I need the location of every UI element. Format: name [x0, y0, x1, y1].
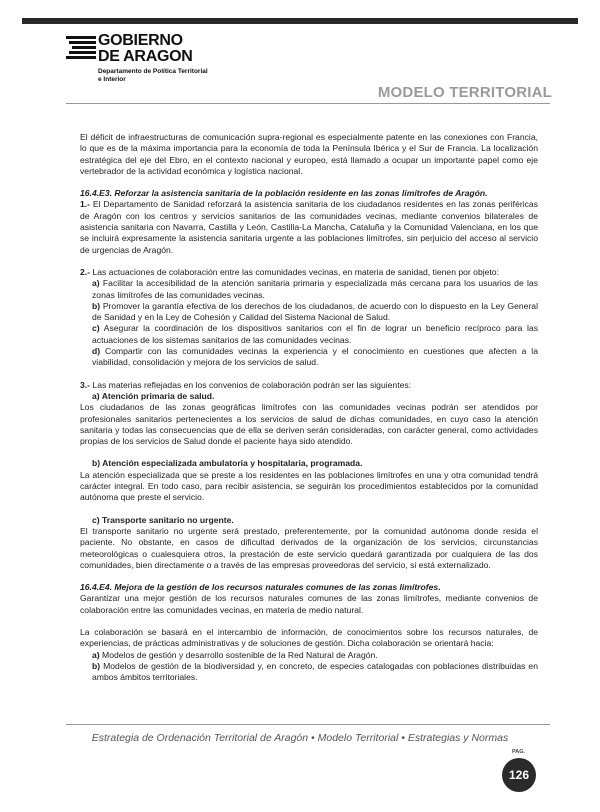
item-2: 2.- Las actuaciones de colaboración entre las comunidades vecinas, en materia de sanidad, tienen por objeto:	[80, 266, 499, 277]
page-label: PAG.	[512, 749, 526, 755]
item-2a: a) Facilitar la accesibilidad de la atención sanitaria primaria y especializada más cercana para los usuarios de las zonas limítrofes de las comunidades vecinas.	[92, 278, 538, 300]
item-3: 3.- Las materias reflejadas en los convenios de colaboración podrán ser las siguientes:	[80, 379, 412, 390]
logo-department-1: Departamento de Política Territorial	[98, 68, 208, 75]
item-col-b: b) Modelos de gestión de la biodiversidad y, en concreto, de especies catalogadas con poblaciones distribuidas en ambos ámbitos territoriales.	[92, 660, 538, 683]
paragraph-e4: Garantizar una mejor gestión de los recursos naturales comunes de las zonas limítrofes, mediante convenios de colaboración entre las comunidades vecinas, en materia de medio natural.	[80, 593, 538, 615]
logo-line-1: GOBIERNO	[98, 32, 183, 49]
aragon-logo-icon	[66, 34, 96, 64]
paragraph-3a: Los ciudadanos de las zonas geográficas limítrofes con las comunidades vecinas podrán ser atendidos por profesionales sanitarios pertenecientes a los servicios de salud de dichas comunidades, en cuyo caso la atención sanitaria y todas las consecuencias que de ella se deriven serán consideradas, con carácter general, como actividades propias de los servicios de Salud donde el paciente haya sido atendido.	[80, 402, 538, 447]
page-number-badge: 126	[502, 758, 536, 792]
section-title: MODELO TERRITORIAL	[377, 84, 552, 101]
heading-3a: a) Atención primaria de salud.	[92, 390, 215, 401]
intro-paragraph: El déficit de infraestructuras de comunicación supra-regional es especialmente patente en las conexiones con Francia, lo que es de la máxima importancia para la economía de toda la Península Ibérica y el Sur de Francia. La localización estratégica del eje del Ebro, en el contexto nacional y europeo, está llamado a ocupar un importante papel como eje vertebrador de la actividad económica y logística nacional.	[80, 132, 538, 176]
item-2c: c) Asegurar la coordinación de los dispositivos sanitarios con el fin de lograr un beneficio recíproco para las actuaciones de los sistemas sanitarios de las comunidades vecinas.	[92, 323, 538, 345]
paragraph-colaboracion: La colaboración se basará en el intercambio de información, de conocimientos sobre los recursos naturales, de experiencias, de prácticas administrativas y de soluciones de gestión. Dicha colaboración se orientará hacia:	[80, 626, 538, 649]
paragraph-3c: El transporte sanitario no urgente será prestado, preferentemente, por la comunidad autónoma donde resida el paciente. No obstante, en casos de dificultad derivados de la organización de los servicios, circunstancias meteorológicas o cualesquiera otros, la prestación de este servicio quedará garantizada por cualquiera de las dos comunidades, bien directamente o a través de las empresas proveedoras del servicio, si está externalizado.	[80, 525, 538, 570]
item-2b: b) Promover la garantía efectiva de los derechos de los ciudadanos, de acuerdo con lo dispuesto en la Ley General de Sanidad y en la Ley de Cohesión y Calidad del Sistema Nacional de Salud.	[92, 300, 538, 323]
item-col-a: a) Modelos de gestión y desarrollo sostenible de la Red Natural de Aragón.	[92, 649, 378, 660]
footer-divider	[66, 724, 550, 725]
logo-department-2: e Interior	[98, 76, 126, 83]
gobierno-aragon-logo	[66, 34, 226, 92]
logo-line-2: DE ARAGON	[98, 48, 193, 65]
header-divider	[66, 103, 550, 104]
footer-text: Estrategia de Ordenación Territorial de Aragón • Modelo Territorial • Estrategias y Normas	[91, 732, 509, 744]
paragraph-3b: La atención especializada que se preste a los residentes en las poblaciones limítrofes en una y otra comunidad tendrá carácter integral. En todo caso, para recibir asistencia, se seguirán los procedimientos establecidos por la comunidad autónoma que preste el servicio.	[80, 469, 538, 503]
heading-3c: c) Transporte sanitario no urgente.	[92, 514, 234, 525]
top-bar	[22, 18, 578, 24]
heading-16-4-e4: 16.4.E4. Mejora de la gestión de los recursos naturales comunes de las zonas limítrofes.	[80, 582, 441, 593]
heading-16-4-e3: 16.4.E3. Reforzar la asistencia sanitaria de la población residente en las zonas limítrofes de Aragón.	[80, 188, 488, 199]
heading-3b: b) Atención especializada ambulatoria y hospitalaria, programada.	[92, 458, 363, 469]
item-1: 1.- El Departamento de Sanidad reforzará la asistencia sanitaria de los ciudadanos residentes en las zonas periféricas de Aragón con los centros y servicios sanitarios de las comunidades vecinas, mediante convenios bilaterales de asistencia sanitaria con Navarra, Castilla y León, Castilla-La Mancha, Cataluña y la Comunidad Valenciana, en los que se incluirá expresamente la asistencia sanitaria urgente a las poblaciones limítrofes, sin perjuicio del acceso al servicio de urgencias de Aragón.	[80, 199, 538, 255]
page-content	[80, 132, 538, 683]
item-2d: d) Compartir con las comunidades vecinas la experiencia y el conocimiento en cuestiones que afecten a la viabilidad, consolidación y mejora de los servicios de salud.	[92, 346, 538, 368]
